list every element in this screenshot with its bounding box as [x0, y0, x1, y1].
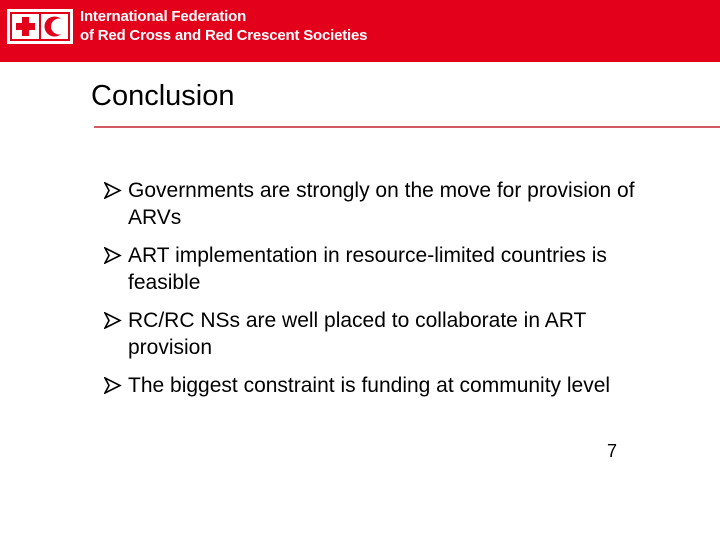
title-divider	[94, 126, 720, 128]
bullet-text: Governments are strongly on the move for provision of ARVs	[128, 179, 635, 229]
bullet-item	[104, 307, 674, 361]
arrowhead-bullet-icon	[104, 312, 122, 329]
bullet-list	[104, 177, 674, 410]
red-cross-red-crescent-logo-icon	[7, 9, 73, 44]
bullet-item	[104, 372, 674, 399]
organization-name	[80, 7, 367, 45]
bullet-text: The biggest constraint is funding at community level	[128, 374, 611, 397]
slide-title: Conclusion	[91, 80, 235, 112]
bullet-item	[104, 177, 674, 231]
organization-name-line-2: of Red Cross and Red Crescent Societies	[80, 27, 368, 44]
header-bar	[0, 0, 720, 62]
arrowhead-bullet-icon	[104, 182, 122, 199]
bullet-text: RC/RC NSs are well placed to collaborate in ART provision	[128, 309, 586, 359]
organization-name-line-1: International Federation	[80, 8, 247, 25]
bullet-item	[104, 242, 674, 296]
bullet-text: ART implementation in resource-limited countries is feasible	[128, 244, 607, 294]
arrowhead-bullet-icon	[104, 247, 122, 264]
page-number: 7	[607, 441, 618, 461]
arrowhead-bullet-icon	[104, 377, 122, 394]
